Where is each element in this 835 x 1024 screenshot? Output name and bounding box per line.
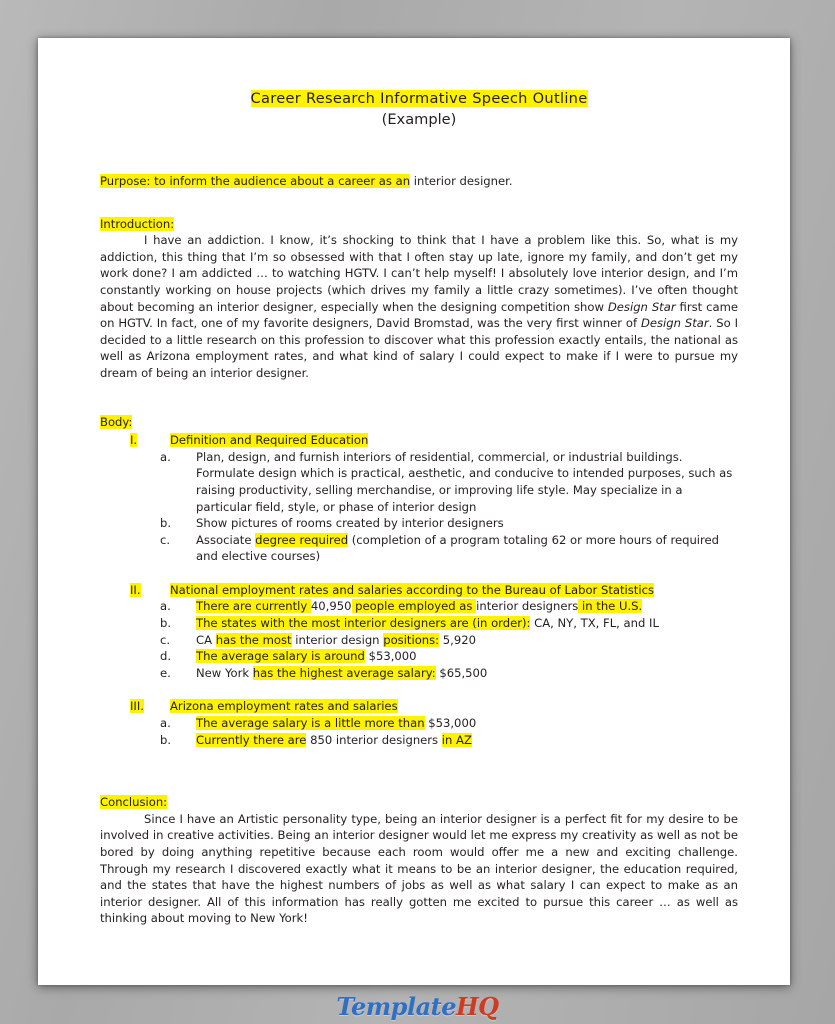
outline-subitem [100,632,738,649]
outline-subitem-highlighted-text: has the highest average salary: [252,665,436,680]
outline-subitem-list [100,715,738,748]
outline-subitem-letter: a. [160,716,171,731]
outline-subitem-letter: b. [160,616,172,631]
outline-subitem [100,715,738,732]
introduction-heading-line [100,216,738,233]
outline-subitem-text: Show pictures of rooms created by interior designers [196,516,504,531]
outline-subitem [100,598,738,615]
outline-subitem-text: 40,950 [310,599,352,614]
watermark [0,988,835,1024]
outline-section-heading: National employment rates and salaries according to the Bureau of Labor Statistics [170,582,654,597]
document-page [38,38,790,985]
outline-subitem-letter: e. [160,665,171,680]
outline-subitem [100,515,738,532]
title-block [100,88,738,130]
outline-subitem-text: CA [196,632,216,647]
outline-subitem [100,648,738,665]
introduction-paragraph [100,232,738,381]
outline-subitem-text: CA, NY, TX, FL, and IL [530,616,659,631]
outline-subitem [100,615,738,632]
outline-subitem-highlighted-text: There are currently [196,599,311,614]
outline-subitem-letter: b. [160,516,172,531]
outline-subitem-highlighted-text: Currently there are [196,732,307,747]
outline-subitem-highlighted-text: in AZ [441,732,472,747]
document-subtitle: (Example) [381,111,457,128]
outline-subitem-text: $53,000 [424,716,477,731]
outline-subitem-highlighted-text: has the most [215,632,292,647]
outline-subitem [100,732,738,749]
document-body [100,88,738,927]
watermark-hq-text: HQ [455,991,499,1021]
outline-section-numeral: II. [130,582,141,597]
outline-subitem-text: $65,500 [435,665,488,680]
outline-subitem-letter: a. [160,449,171,464]
introduction-heading: Introduction: [100,216,175,231]
outline-subitem-highlighted-text: people employed as [351,599,477,614]
body-heading-line [100,414,738,431]
document-page-shadow-wrap [38,38,790,985]
outline-subitem-list [100,598,738,681]
outline-subitem-text: Plan, design, and furnish interiors of residential, commercial, or industrial buildings. Formulate design which is practical, aesthetic, and conducive to intended purposes, such as raising productivity, selling merchandise, or improving life style. May specialize in a particular field, style, or phase of interior design [196,449,733,514]
outline-section-numeral: I. [130,433,138,448]
outline-subitem-text: interior design [291,632,384,647]
outline-subitem-text: Associate [196,532,256,547]
outline-subitem-letter: c. [160,532,171,547]
introduction-text-part2: first came on HGTV. In fact, one of my favorite designers, David Bromstad, was the very first winner of [100,299,738,331]
outline-subitem-highlighted-text: The average salary is around [196,649,365,664]
outline-subitem-highlighted-text: The states with the most interior designers are (in order): [196,616,531,631]
outline-subitem-highlighted-text: in the U.S. [578,599,643,614]
purpose-line [100,173,738,190]
purpose-highlighted-text: Purpose: to inform the audience about a career as an [100,174,411,188]
conclusion-paragraph: Since I have an Artistic personality type, being an interior designer is a perfect fit for my desire to be involved in creative activities. Being an interior designer would let me express my creativity as well as not be bored by doing anything repetitive because each room would offer me a new and exciting challenge. Through my research I discovered exactly what it means to be an interior designer, the education required, and the states that have the highest numbers of jobs as well as what salary I can expect to make as an interior designer. All of this information has really gotten me excited to pursue this career … as well as thinking about moving to New York! [100,811,738,926]
document-title-line [100,88,738,109]
conclusion-heading: Conclusion: [100,795,168,810]
introduction-text-part3: . So I decided to a little research on this profession to discover what this profession exactly entails, the national as well as Arizona employment rates, and what kind of salary I could expect to make if I were to pursue my dream of being an interior designer. [100,316,738,380]
outline-section [100,698,738,715]
outline-subitem [100,665,738,682]
outline-subitem-text: New York [196,665,253,680]
watermark-template-text: Template [336,991,456,1021]
outline-subitem-list [100,449,738,565]
introduction-italic-title-2: Design Star [640,316,709,331]
outline-section-heading: Definition and Required Education [170,433,369,448]
document-title: Career Research Informative Speech Outline [250,90,588,107]
outline-subitem-text: interior designers [476,599,579,614]
outline-subitem-text: (completion of a program totaling 62 or more hours of required and elective courses) [196,532,720,564]
outline-section-heading: Arizona employment rates and salaries [170,699,398,714]
outline-subitem [100,532,738,565]
outline-subitem-text: 5,920 [439,632,476,647]
outline-list [100,432,738,748]
outline-subitem-letter: d. [160,649,172,664]
outline-section [100,582,738,599]
outline-subitem-letter: c. [160,632,171,647]
outline-subitem-highlighted-text: degree required [255,532,349,547]
outline-subitem-text: $53,000 [364,649,417,664]
introduction-text-part1: I have an addiction. I know, it’s shocking to think that I have a problem like this. So, what is my addiction, this thing that I’m so obsessed with that I often stay up late, ignore my family, and don’t get my work done? I am addicted … to watching HGTV. I can’t help myself! I absolutely love interior design, and I’m constantly working on house projects (which drives my family a little crazy sometimes). I’ve often thought about becoming an interior designer, especially when the designing competition show [100,233,738,314]
outline-subitem-letter: b. [160,732,172,747]
outline-subitem-text: 850 interior designers [306,732,442,747]
introduction-italic-title-1: Design Star [607,299,676,314]
outline-subitem [100,449,738,515]
body-heading: Body: [100,414,133,429]
outline-subitem-letter: a. [160,599,171,614]
outline-subitem-highlighted-text: The average salary is a little more than [196,716,425,731]
purpose-plain-text: interior designer. [410,174,513,188]
outline-section-numeral: III. [130,699,144,714]
outline-subitem-highlighted-text: positions: [383,632,440,647]
conclusion-heading-line [100,794,738,811]
outline-section [100,432,738,449]
